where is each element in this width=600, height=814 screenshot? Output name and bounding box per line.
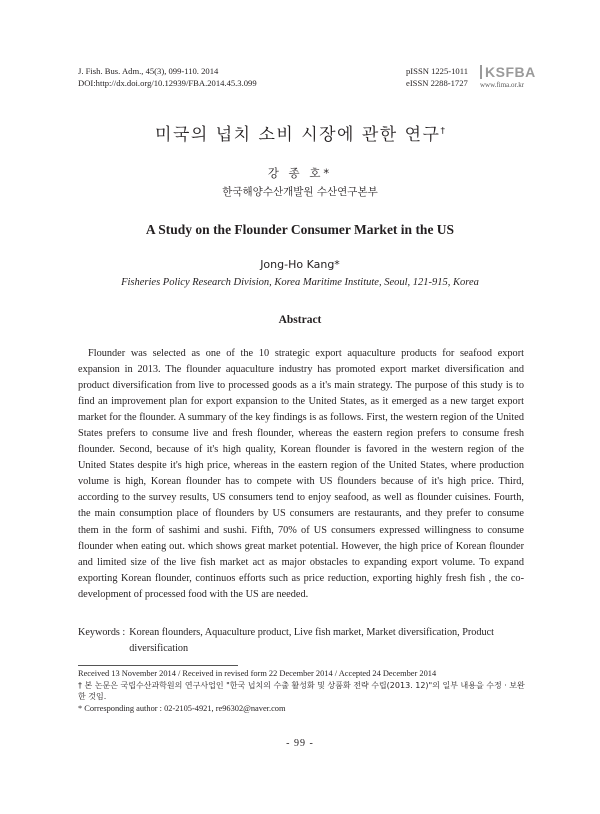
received-dates: Received 13 November 2014 / Received in revised form 22 December 2014 / Accepted 24 December 2014 <box>78 669 437 678</box>
keywords-label: Keywords : <box>78 627 126 638</box>
footnotes <box>78 668 528 714</box>
corresponding-author: * Corresponding author : 02-2105-4921, re96302@naver.com <box>78 703 286 713</box>
journal-reference: J. Fish. Bus. Adm., 45(3), 099-110. 2014 <box>78 66 219 76</box>
abstract-heading: Abstract <box>278 314 322 326</box>
korean-title <box>0 120 600 145</box>
korean-title-text: 미국의 넙치 소비 시장에 관한 연구 <box>155 125 441 145</box>
english-affiliation: Fisheries Policy Research Division, Korea Maritime Institute, Seoul, 121-915, Korea <box>121 277 479 288</box>
ksfba-logo: KSFBA <box>480 65 536 79</box>
title-footnote-mark: † <box>440 126 445 137</box>
english-author: Jong-Ho Kang* <box>260 258 340 271</box>
korean-author: 강 종 호* <box>267 166 333 180</box>
keywords <box>78 625 528 657</box>
society-url[interactable]: www.fima.or.kr <box>480 81 525 89</box>
english-title: A Study on the Flounder Consumer Market in the US <box>145 222 455 237</box>
abstract-body: Flounder was selected as one of the 10 strategic export aquaculture products for seafood export expansion in 2013. The flounder aquaculture industry has promoted export market diversification and product diversification from live to processed goods as a it's main strategy. The purpose of this study is to find an improvement plan for export expansion to the United States, as it emerged as a new target export market for the flounder. A summary of the key findings is as follows. First, the western region of the United States prefers to consume live and fresh flounder, whereas the eastern region prefers to consume fresh flounder. Second, because of it's high quality, Korean flounder is favored in the western region of the United States despite it's high price, whereas in the eastern region of the United States, where production volume is high, Korean flounder has to compete with US flounders because of it's high price. Third, according to the survey results, US consumers tend to enjoy seafood, as well as flounder cuisines. Fourth, the main consumption place of flounders by US consumers are restaurants, and they prefer to consume them in the form of sashimi and sushi. Fifth, 70% of US consumers expressed willingness to consume flounder when eating out. which shows great market potential. However, the high price of Korean flounder and limited size of the live fish market act as major obstacles to expanding export volume. To expand exporting Korean flounder, continuos efforts such as price reduction, exporting highly fresh fish , the co-development of processed food with the US are needed. <box>78 348 524 600</box>
korean-affiliation: 한국해양수산개발원 수산연구본부 <box>222 186 378 198</box>
journal-citation <box>78 66 257 89</box>
eissn: eISSN 2288-1727 <box>406 77 468 88</box>
funding-note: † 본 논문은 국립수산과학원의 연구사업인 "한국 넙치의 수출 활성화 및 상품화 전략 수립(2013. 12)"의 일부 내용을 수정 · 보완한 것임. <box>78 680 525 702</box>
footnote-divider <box>78 665 238 666</box>
pissn: pISSN 1225-1011 <box>406 66 468 76</box>
doi-link[interactable]: DOI:http://dx.doi.org/10.12939/FBA.2014.45.3.099 <box>78 77 257 88</box>
keywords-text: Korean flounders, Aquaculture product, Live fish market, Market diversification, Product diversification <box>129 627 494 654</box>
page-number: - 99 - <box>286 738 314 749</box>
